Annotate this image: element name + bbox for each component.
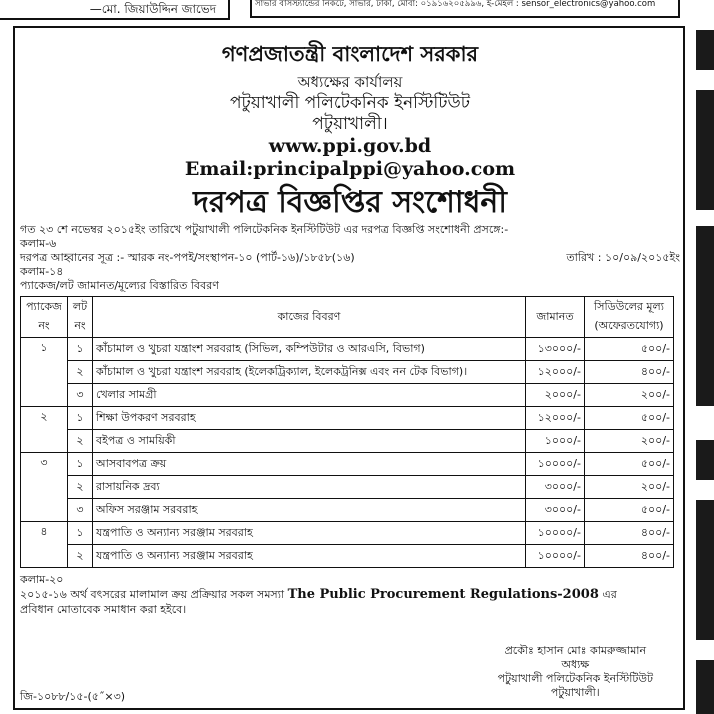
price-cell: ৫০০/- — [585, 453, 674, 476]
description-cell: খেলার সামগ্রী — [93, 384, 526, 407]
table-row — [21, 361, 674, 384]
lot-cell: ১ — [68, 407, 93, 430]
description-cell: শিক্ষা উপকরণ সরবরাহ — [93, 407, 526, 430]
table-row — [21, 453, 674, 476]
deposit-cell: ১০০০০/- — [526, 522, 585, 545]
column-14-label: কলাম-১৪ — [20, 265, 64, 278]
table-row — [21, 430, 674, 453]
price-cell: ৫০০/- — [585, 338, 674, 361]
footer-text — [20, 572, 680, 617]
deposit-cell: ১০০০/- — [526, 430, 585, 453]
description-cell: কাঁচামাল ও খুচরা যন্ত্রাংশ সরবরাহ (ইলেকট্রিক্যাল, ইলেকট্রনিক্স এবং নন টেক বিভাগ)। — [93, 361, 526, 384]
notice-body — [20, 32, 680, 617]
price-cell: ৪০০/- — [585, 361, 674, 384]
description-cell: আসবাবপত্র ক্রয় — [93, 453, 526, 476]
price-cell: ৪০০/- — [585, 545, 674, 568]
header-lot: লট নং — [68, 297, 93, 338]
lot-cell: ১ — [68, 522, 93, 545]
header-deposit: জামানত — [526, 297, 585, 338]
price-cell: ২০০/- — [585, 384, 674, 407]
edge-block — [696, 440, 714, 480]
reference-text: দরপত্র আহ্বানের সূত্র :- স্মারক নং-পপই/সংস্থাপন-১০ (পার্ট-১৬)/১৮৫৮(১৬) — [20, 251, 355, 264]
footer-line — [20, 587, 680, 602]
lot-cell: ১ — [68, 453, 93, 476]
price-cell: ৫০০/- — [585, 407, 674, 430]
table-caption: প্যাকেজ/লট জামানত/মূল্যের বিস্তারিত বিবরণ — [20, 279, 219, 292]
signer-role: অধ্যক্ষ — [561, 658, 590, 671]
govt-heading: গণপ্রজাতন্ত্রী বাংলাদেশ সরকার — [221, 42, 479, 66]
lot-cell: ৩ — [68, 384, 93, 407]
deposit-cell: ৩০০০/- — [526, 499, 585, 522]
price-cell: ২০০/- — [585, 430, 674, 453]
package-cell: ২ — [21, 407, 68, 453]
package-cell: ১ — [21, 338, 68, 407]
deposit-cell: ২০০০/- — [526, 384, 585, 407]
table-row — [21, 407, 674, 430]
city-heading: পটুয়াখালী। — [312, 114, 388, 134]
edge-block — [696, 226, 714, 406]
deposit-cell: ১৩০০০/- — [526, 338, 585, 361]
description-cell: অফিস সরঞ্জাম সরবরাহ — [93, 499, 526, 522]
table-row — [21, 384, 674, 407]
table-row — [21, 499, 674, 522]
footer-part-a: ২০১৫-১৬ অর্থ বৎসরের মালামাল ক্রয় প্রক্রিয়ার সকল সমস্যা — [20, 588, 285, 601]
deposit-cell: ১২০০০/- — [526, 361, 585, 384]
edge-block — [696, 90, 714, 210]
deposit-cell: ৩০০০/- — [526, 476, 585, 499]
price-cell: ৪০০/- — [585, 522, 674, 545]
package-cell: ৪ — [21, 522, 68, 568]
header-schedule-price: সিডিউলের মূল্য (অফেরতযোগ্য) — [585, 297, 674, 338]
edge-block — [696, 30, 714, 70]
footer-part-b: এর — [602, 588, 617, 601]
edge-block — [696, 660, 714, 714]
package-cell: ৩ — [21, 453, 68, 522]
right-edge-strip — [690, 0, 714, 714]
deposit-cell: ১০০০০/- — [526, 545, 585, 568]
lot-cell: ১ — [68, 338, 93, 361]
table-row — [21, 338, 674, 361]
reference-row — [20, 251, 680, 265]
email: Email:principalppi@yahoo.com — [184, 158, 516, 180]
price-cell: ২০০/- — [585, 476, 674, 499]
deposit-cell: ১০০০০/- — [526, 453, 585, 476]
table-body — [21, 338, 674, 568]
lot-cell: ৩ — [68, 499, 93, 522]
intro-text: গত ২৩ শে নভেম্বর ২০১৫ইং তারিখে পটুয়াখালী পলিটেকনিক ইনস্টিটিউট এর দরপত্র বিজ্ঞপ্তি সংশোধনী প্রসঙ্গে:- — [20, 223, 509, 236]
footer-part-c: প্রবিধান মোতাবেক সমাধান করা হইবে। — [20, 603, 187, 616]
table-row — [21, 476, 674, 499]
top-right-ad — [250, 0, 680, 18]
signer-city: পটুয়াখালী। — [550, 686, 600, 699]
deposit-cell: ১২০০০/- — [526, 407, 585, 430]
top-strip — [0, 0, 714, 22]
website: www.ppi.gov.bd — [268, 135, 432, 157]
top-right-text: সাভার বাসস্ট্যান্ডের নিকটে, সাভার, ঢাকা, মোবা: ০১৯১৬২০৫৯৯৬, ই-মেইল : sensor_electronics@yahoo.com — [255, 0, 656, 9]
signer-name: প্রকৌঃ হাসান মোঃ কামরুজ্জামান — [504, 644, 647, 657]
institute-heading: পটুয়াখালী পলিটেকনিক ইনস্টিটিউট — [229, 93, 471, 113]
description-cell: রাসায়নিক দ্রব্য — [93, 476, 526, 499]
description-cell: বইপত্র ও সাময়িকী — [93, 430, 526, 453]
tender-notice — [13, 26, 685, 710]
column-20-label: কলাম-২০ — [20, 573, 64, 586]
top-left-ad — [0, 0, 230, 20]
column-6-label: কলাম-৬ — [20, 237, 57, 250]
ad-reference: জি-১০৮৮/১৫-(৫˝×৩) — [20, 690, 126, 703]
header-description: কাজের বিবরণ — [93, 297, 526, 338]
signature-block — [498, 644, 653, 700]
edge-block — [696, 500, 714, 640]
header-package: প্যাকেজ নং — [21, 297, 68, 338]
regulation-name: The Public Procurement Regulations-2008 — [287, 587, 599, 602]
office-heading: অধ্যক্ষের কার্যালয় — [297, 73, 403, 91]
description-cell: যন্ত্রপাতি ও অন্যান্য সরঞ্জাম সরবরাহ — [93, 522, 526, 545]
price-cell: ৫০০/- — [585, 499, 674, 522]
tender-table — [20, 296, 674, 568]
table-header-row — [21, 297, 674, 338]
lot-cell: ২ — [68, 545, 93, 568]
signer-institute: পটুয়াখালী পলিটেকনিক ইনস্টিটিউট — [497, 672, 653, 685]
notice-date: তারিখ : ১০/০৯/২০১৫ইং — [566, 251, 680, 264]
lot-cell: ২ — [68, 430, 93, 453]
top-left-text: —মো. জিয়াউদ্দিন জাভেদ — [89, 2, 216, 16]
lot-cell: ২ — [68, 361, 93, 384]
table-row — [21, 545, 674, 568]
table-row — [21, 522, 674, 545]
notice-title: দরপত্র বিজ্ঞপ্তির সংশোধনী — [193, 185, 507, 220]
lot-cell: ২ — [68, 476, 93, 499]
description-cell: যন্ত্রপাতি ও অন্যান্য সরঞ্জাম সরবরাহ — [93, 545, 526, 568]
description-cell: কাঁচামাল ও খুচরা যন্ত্রাংশ সরবরাহ (সিভিল, কম্পিউটার ও আরএসি, বিভাগ) — [93, 338, 526, 361]
